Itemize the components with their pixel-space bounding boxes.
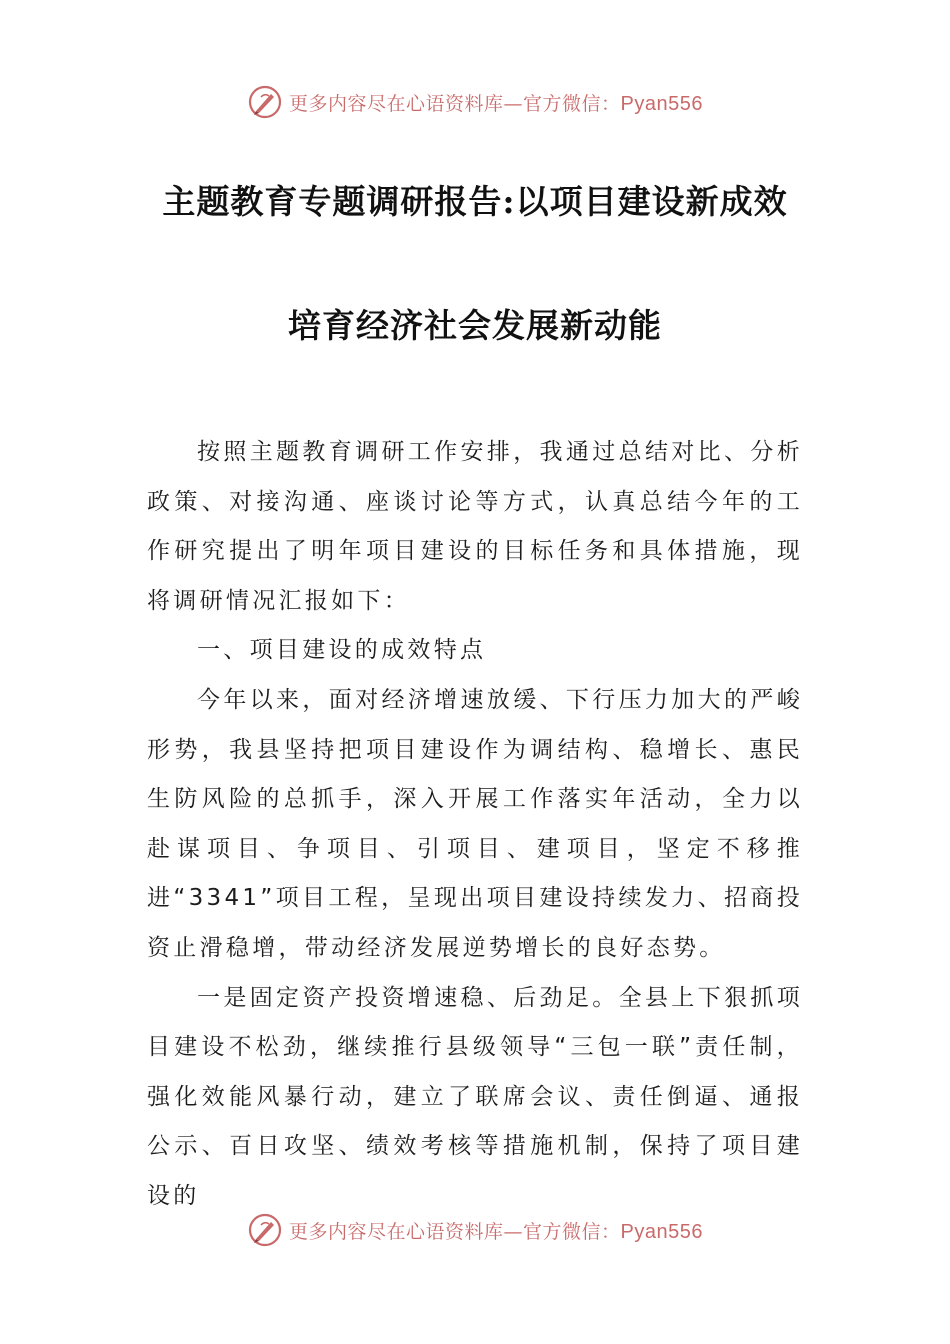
pen-logo-icon xyxy=(247,1212,283,1248)
document-title-line-1: 主题教育专题调研报告:以项目建设新成效 xyxy=(162,182,788,221)
paragraph-point-one: 一是固定资产投资增速稳、后劲足。全县上下狠抓项目建设不松劲，继续推行县级领导“三包一联”责任制，强化效能风暴行动，建立了联席会议、责任倒逼、通报公示、百日攻坚、绩效考核等措施机制，保持了项目建设的 xyxy=(147,984,803,1209)
pen-logo-icon xyxy=(247,84,283,120)
section-heading: 一、项目建设的成效特点 xyxy=(197,637,487,664)
document-body xyxy=(147,428,803,1222)
watermark-text: 更多内容尽在心语资料库—官方微信：Pyan556 xyxy=(289,1220,703,1243)
header-watermark xyxy=(0,82,950,122)
paragraph-intro: 按照主题教育调研工作安排，我通过总结对比、分析政策、对接沟通、座谈讨论等方式，认真总结今年的工作研究提出了明年项目建设的目标任务和具体措施，现将调研情况汇报如下： xyxy=(147,439,803,614)
document-title-line-2: 培育经济社会发展新动能 xyxy=(288,306,662,345)
paragraph-overview: 今年以来，面对经济增速放缓、下行压力加大的严峻形势，我县坚持把项目建设作为调结构、稳增长、惠民生防风险的总抓手，深入开展工作落实年活动，全力以赴谋项目、争项目、引项目、建项目，坚定不移推进“3341”项目工程，呈现出项目建设持续发力、招商投资止滑稳增，带动经济发展逆势增长的良好态势。 xyxy=(147,686,803,961)
watermark-text: 更多内容尽在心语资料库—官方微信：Pyan556 xyxy=(289,92,703,115)
footer-watermark xyxy=(0,1210,950,1250)
